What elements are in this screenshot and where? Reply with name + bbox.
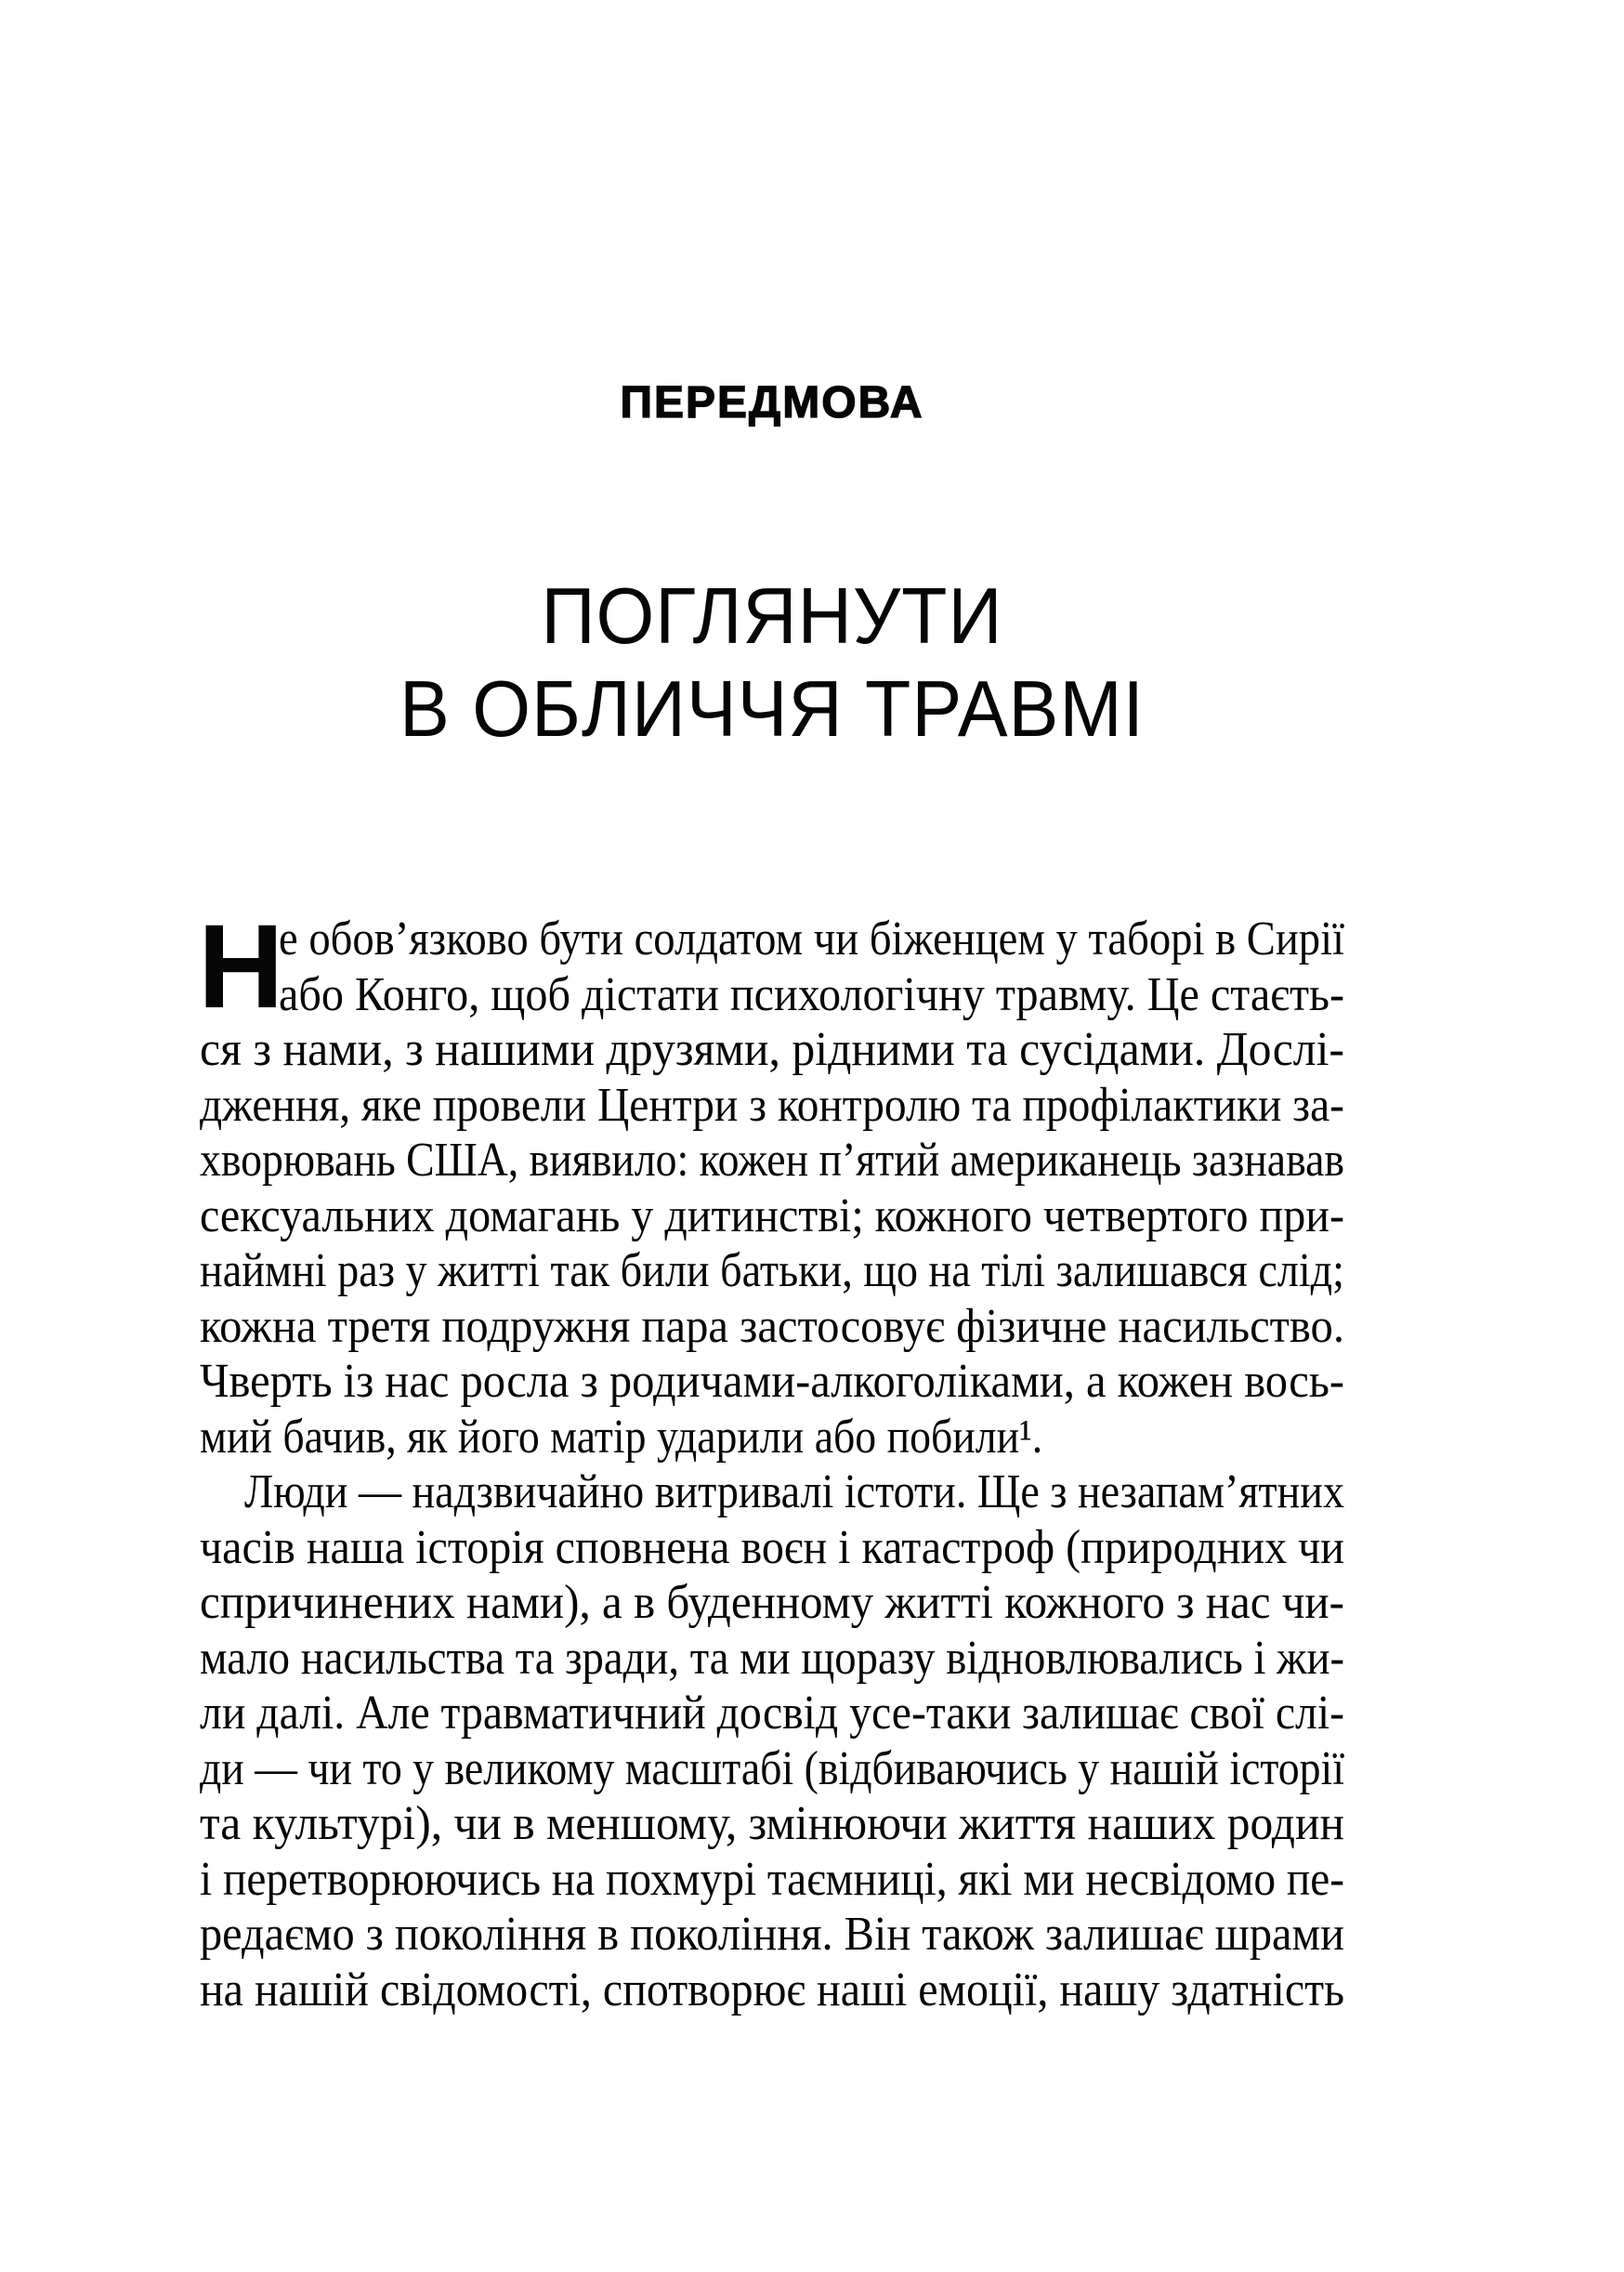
body-line: хворювань США, виявило: кожен п’ятий американець зазнавав <box>200 1134 1344 1187</box>
body-line: та культурі), чи в меншому, змінюючи життя наших родин <box>200 1797 1344 1850</box>
body-line: на нашій свідомості, спотворює наші емоції, нашу здатність <box>200 1963 1344 2016</box>
body-line: ся з нами, з нашими друзями, рідними та сусідами. Дослі- <box>200 1023 1344 1076</box>
body-line: мало насильства та зради, та ми щоразу відновлювались і жи- <box>200 1631 1344 1685</box>
body-line: і перетворюючись на похмурі таємниці, які ми несвідомо пе- <box>200 1852 1344 1906</box>
body-line: наймні раз у житті так били батьки, що на тілі залишався слід; <box>200 1244 1344 1297</box>
body-line: кожна третя подружня пара застосовує фізичне насильство. <box>200 1299 1344 1353</box>
body-line: сексуальних домагань у дитинстві; кожного четвертого при- <box>200 1189 1344 1242</box>
body-line: редаємо з покоління в покоління. Він також залишає шрами <box>200 1908 1344 1961</box>
body-line: е обов’язково бути солдатом чи біженцем у таборі в Сирії <box>279 913 1344 965</box>
body-line: часів наша історія сповнена воєн і катастроф (природних чи <box>200 1520 1344 1574</box>
body-line: дження, яке провели Центри з контролю та профілактики за- <box>200 1078 1344 1132</box>
body-line: ли далі. Але травматичний досвід усе-таки залишає свої слі- <box>200 1687 1344 1740</box>
body-line: спричинених нами), а в буденному житті кожного з нас чи- <box>200 1576 1344 1629</box>
body-text <box>198 900 1344 2017</box>
drop-cap: Н <box>198 900 284 1033</box>
body-line-paragraph-start: Люди — надзвичайно витривалі істоти. Ще з незапам’ятних <box>244 1465 1344 1518</box>
body-line: Чверть із нас росла з родичами-алкоголіками, а кожен вось- <box>200 1355 1344 1408</box>
chapter-title <box>200 571 1344 756</box>
body-line-paragraph-end: мий бачив, як його матір ударили або побили¹. <box>200 1410 1043 1464</box>
chapter-title-line-2: В ОБЛИЧЧЯ ТРАВМІ <box>399 664 1145 754</box>
chapter-title-line-1: ПОГЛЯНУТИ <box>541 571 1003 661</box>
chapter-kicker: ПЕРЕДМОВА <box>620 377 924 427</box>
body-line: або Конго, щоб дістати психологічну травму. Це стаєть- <box>279 967 1344 1021</box>
body-line: ди — чи то у великому масштабі (відбиваючись у нашій історії <box>200 1741 1344 1795</box>
